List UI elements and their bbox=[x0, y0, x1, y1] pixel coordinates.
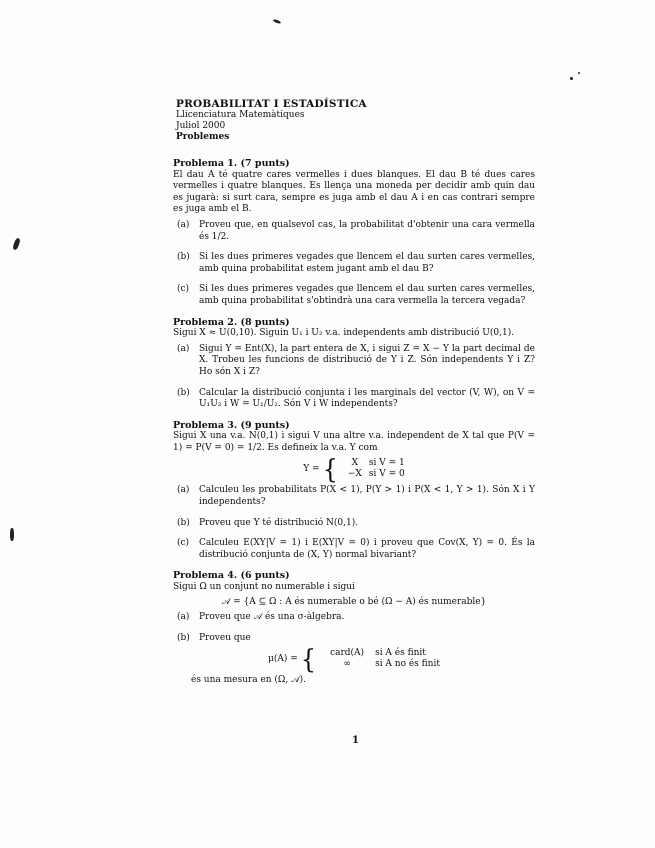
problem-title: Problema 4. (6 punts) bbox=[173, 570, 290, 582]
item-label: (c) bbox=[177, 538, 190, 549]
scan-speck bbox=[12, 238, 21, 251]
set-definition: 𝒜 = {A ⊆ Ω : A és numerable o bé (Ω − A) és numerable} bbox=[221, 596, 487, 607]
item-text: Proveu que, en qualsevol cas, la probabilitat d'obtenir una cara vermella és 1/2. bbox=[199, 219, 535, 242]
problem-1 bbox=[173, 158, 535, 308]
item-label: (b) bbox=[177, 387, 190, 398]
case-value: ∞ bbox=[343, 659, 351, 670]
exam-date: Juliol 2000 bbox=[176, 121, 226, 131]
problem-items bbox=[173, 612, 535, 644]
formula-case bbox=[319, 659, 440, 670]
formula-case bbox=[341, 458, 405, 469]
item-label: (a) bbox=[177, 485, 190, 496]
case-condition: si V = 1 bbox=[368, 458, 405, 469]
problem-item bbox=[173, 612, 535, 624]
item-text: Sigui Y = Ent(X), la part entera de X, i sigui Z = X − Y la part decimal de X. Trobeu les funcions de distribució de Y i Z. Són independents Y i Z? Ho són X i Z? bbox=[199, 343, 535, 377]
item-label: (b) bbox=[177, 517, 190, 528]
formula-case bbox=[319, 648, 440, 659]
left-brace: { bbox=[300, 644, 317, 675]
problem-items bbox=[173, 485, 535, 561]
problem-2 bbox=[173, 317, 535, 411]
problem-title: Problema 2. (8 punts) bbox=[173, 316, 290, 328]
item-text: Proveu que Y té distribució N(0,1). bbox=[199, 517, 359, 528]
problem-statement: Sigui Ω un conjunt no numerable i sigui bbox=[173, 582, 355, 593]
scan-speck bbox=[273, 19, 282, 25]
problem-statement: Sigui X una v.a. N(0,1) i sigui V una altre v.a. independent de X tal que P(V = 1) = P(V = 0) = 1/2. Es defineix la v.a. Y com bbox=[173, 431, 535, 453]
problem-item bbox=[173, 388, 535, 411]
problem-title: Problema 3. (9 punts) bbox=[173, 419, 290, 431]
closing-statement: és una mesura en (Ω, 𝒜). bbox=[191, 675, 306, 686]
scan-speck bbox=[10, 528, 14, 541]
problem-statement: El dau A té quatre cares vermelles i dues blanques. El dau B té dues cares vermelles i quatre blanques. Es llença una moneda per decidir amb quin dau es jugarà: si surt cara, sempre es juga amb el dau A i en cas contrari sempre es juga amb el B. bbox=[173, 169, 535, 215]
item-text: Proveu que 𝒜 és una σ-àlgebra. bbox=[199, 612, 345, 623]
item-label: (c) bbox=[177, 284, 190, 295]
case-value: −X bbox=[347, 469, 362, 480]
scan-speck bbox=[570, 77, 573, 80]
document-header bbox=[176, 98, 556, 143]
problem-item bbox=[173, 220, 535, 243]
problem-item bbox=[173, 518, 535, 530]
formula-case bbox=[341, 469, 405, 480]
piecewise-formula bbox=[173, 454, 535, 485]
problem-title: Problema 1. (7 punts) bbox=[173, 158, 290, 169]
course-name: Llicenciatura Matemàtiques bbox=[176, 110, 305, 120]
item-label: (a) bbox=[177, 219, 190, 230]
case-condition: si V = 0 bbox=[368, 469, 405, 480]
document-title: PROBABILITAT I ESTADÍSTICA bbox=[176, 98, 367, 110]
item-text: Proveu que bbox=[199, 632, 251, 643]
item-text: Calculeu les probabilitats P(X < 1), P(Y > 1) i P(X < 1, Y > 1). Són X i Y independents? bbox=[199, 485, 535, 508]
problem-4 bbox=[173, 570, 535, 687]
item-text: Si les dues primeres vegades que llencem el dau surten cares vermelles, amb quina probabilitat estem jugant amb el dau B? bbox=[199, 252, 535, 274]
problem-item bbox=[173, 284, 535, 307]
problem-item bbox=[173, 538, 535, 561]
item-label: (b) bbox=[177, 252, 190, 263]
measure-formula bbox=[173, 644, 535, 675]
problem-statement: Sigui X ≈ U(0,10). Siguin U₁ i U₂ v.a. independents amb distribució U(0,1). bbox=[173, 328, 515, 339]
item-label: (b) bbox=[177, 632, 190, 643]
case-condition: si A no és finit bbox=[375, 659, 440, 670]
problem-items bbox=[173, 220, 535, 308]
scan-speck bbox=[578, 72, 580, 74]
problem-item bbox=[173, 485, 535, 508]
problems-content bbox=[173, 158, 535, 687]
item-text: Calculeu E(XY|V = 1) i E(XY|V = 0) i proveu que Cov(X, Y) = 0. És la distribució conjunta de (X, Y) normal bivariant? bbox=[199, 538, 535, 560]
problem-items bbox=[173, 344, 535, 411]
case-condition: si A és finit bbox=[375, 648, 426, 659]
problem-item bbox=[173, 633, 535, 645]
formula-lhs: μ(A) = bbox=[268, 653, 298, 664]
problem-item bbox=[173, 344, 535, 379]
item-label: (a) bbox=[177, 343, 190, 354]
page-number: 1 bbox=[352, 735, 359, 746]
case-value: X bbox=[351, 458, 359, 469]
left-brace: { bbox=[322, 454, 338, 485]
problem-item bbox=[173, 252, 535, 275]
problem-3 bbox=[173, 420, 535, 562]
case-value: card(A) bbox=[330, 648, 365, 659]
item-text: Calcular la distribució conjunta i les marginals del vector (V, W), on V = U₁U₂ i W = U₁/U₂. Són V i W independents? bbox=[199, 387, 535, 410]
item-label: (a) bbox=[177, 612, 190, 623]
section-title: Problemes bbox=[176, 132, 230, 142]
formula-lhs: Y = bbox=[303, 463, 320, 474]
item-text: Si les dues primeres vegades que llencem el dau surten cares vermelles, amb quina probabilitat s'obtindrà una cara vermella la tercera vegada? bbox=[199, 284, 535, 306]
